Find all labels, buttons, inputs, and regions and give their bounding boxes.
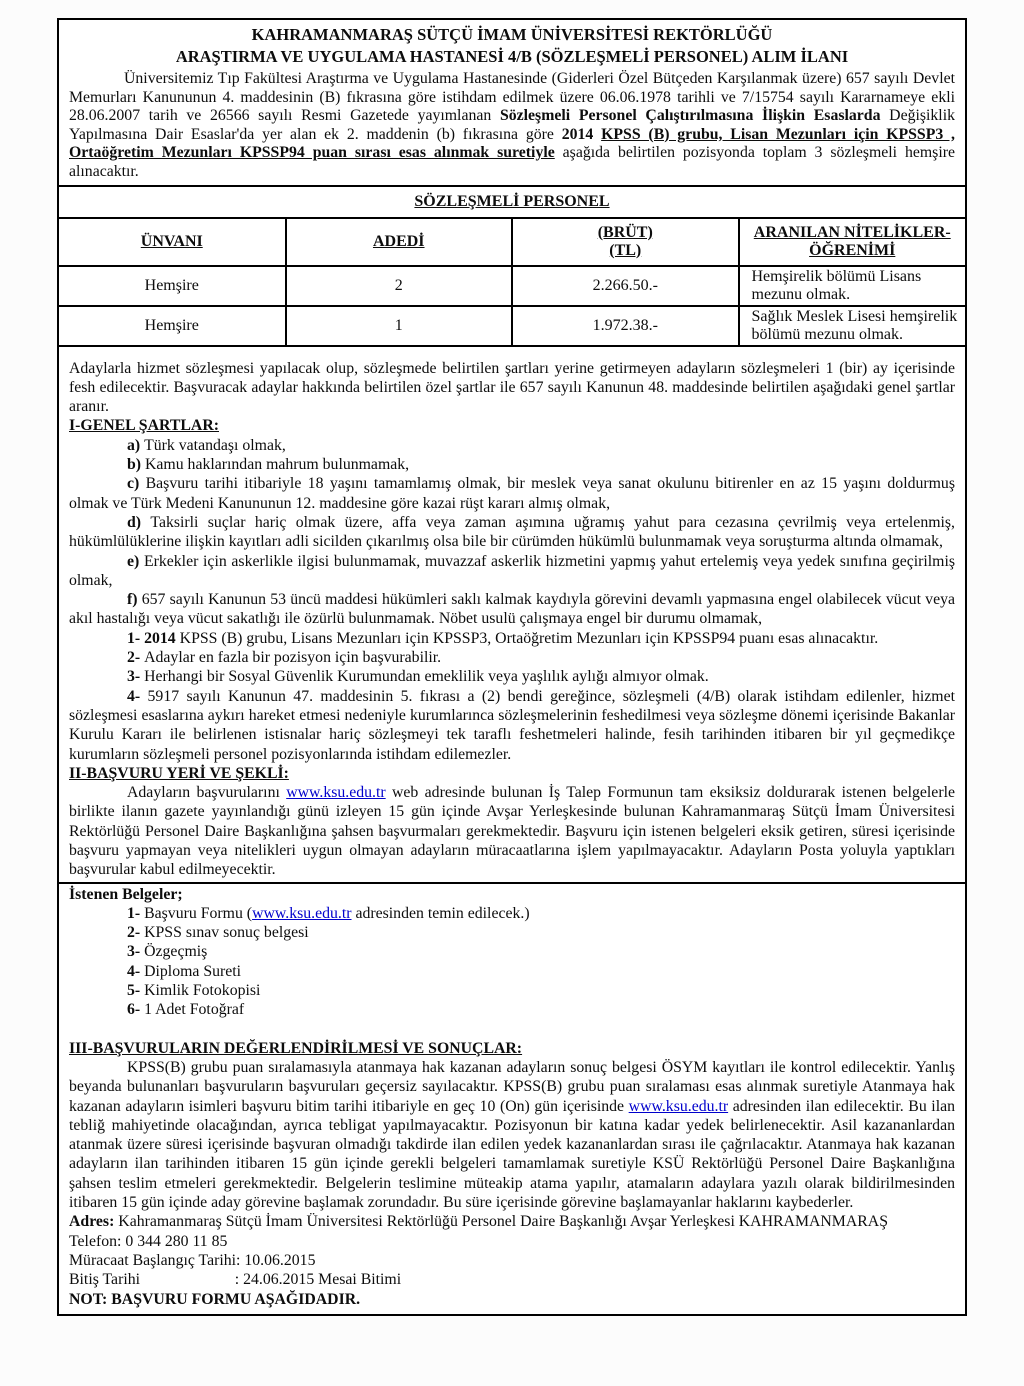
column-header-adedi: ADEDİ (372, 232, 425, 250)
list-item (69, 667, 955, 686)
list-item (69, 552, 955, 591)
document-body (59, 347, 965, 1314)
header-cell-gross (512, 218, 739, 266)
section-heading (69, 1039, 955, 1058)
text-run (140, 1271, 235, 1288)
text-run: Üniversitemiz Tıp Fakültesi Araştırma ve Uygulama Hastanesinde (Giderleri Özel Bütçeden Karşılanmak üzere) 657 sayılı Devlet Memurları Kanununun 4. maddesinin (B) fıkrasına göre istihdam edilmek üzere 06.06.1978 tarihli ve 7/15754 sayılı Kararnameye ekli 28.06.2007 tarih ve 26566 sayılı Resmi Gazetede yayımlanan (69, 70, 955, 125)
paragraph (69, 359, 955, 417)
cell-count: 2 (286, 266, 513, 306)
text-run: 4- (127, 962, 145, 980)
text-run: 4- (127, 687, 148, 705)
paragraph (69, 1290, 955, 1309)
list-item (69, 783, 955, 879)
list-item (69, 962, 955, 981)
list-item (69, 648, 955, 667)
text-run: Sözleşmeli Personel Çalıştırılmasına İlişkin Esaslarda (499, 107, 881, 125)
text-run: Kimlik Fotokopisi (144, 982, 261, 1000)
text-run: 3- (127, 943, 145, 961)
text-run: adresinden ilan edilecektir. Bu ilan tebliğ mahiyetinde olacağından, ayrıca tebligat yapılmayacaktır. Pozisyonun bir katına kadar yedek belirlenecektir. Asil kazananlardan atanmak üzere süresi içerisinde başvuran olmadığı takdirde ilan edilen yedek kazananlardan sırası ile çağrılacaktır. Atanmaya hak kazanan adayların ilan tarihinden itibaren 15 gün içinde gerekli belgeleri tamamlamak suretiyle KSÜ Rektörlüğü Personel Daire Başkanlığına şahsen teslim etmeleri gerekmektedir. Belgelerin teslimine müteakip atama yapılır, atamaların adaylara yazılı olarak bildirilmesinden itibaren 15 gün içinde aday görevine başlamak zorundadır. Bu süre içerisinde görevine başlamayanlar haklarını kaybederler. (69, 1097, 955, 1212)
text-run: 1- (127, 904, 145, 922)
paragraph (69, 1251, 955, 1270)
text-run: web adresinde bulunan İş Talep Formunun tam eksiksiz doldurarak istenen belgelerle birlikte ilanın gazete yayınlandığı günü izleyen 15 gün içinde Avşar Yerleşkesinde bulunan Kahramanmaraş Sütçü İmam Üniversitesi Rektörlüğü Personel Daire Başkanlığına şahsen başvurmaları gerekmektedir. Başvuru için istenen belgeleri eksik getiren, süresi içerisinde başvuru yapmayan veya nitelikleri uygun olmayan adayların müracaatlarına işlem yapılmayacaktır. Adayların Posta yoluyla yaptıkları başvurular kabul edilmeyecektir. (69, 784, 955, 879)
text-run: Özgeçmiş (144, 943, 208, 961)
cell-gross: 2.266.50.- (512, 266, 739, 306)
column-header-tl: (TL) (609, 241, 642, 259)
text-run: e) (127, 552, 144, 570)
text-run: İstenen Belgeler; (69, 885, 183, 903)
header-cell-title (59, 218, 286, 266)
document-title-line1: KAHRAMANMARAŞ SÜTÇÜ İMAM ÜNİVERSİTESİ REKTÖRLÜĞÜ (251, 25, 773, 44)
paragraph (69, 1232, 955, 1251)
cell-qualification: Hemşirelik bölümü Lisans mezunu olmak. (739, 266, 966, 306)
text-run: Adaylar en fazla bir pozisyon için başvurabilir. (144, 649, 442, 667)
table-header-row (59, 218, 965, 266)
text-run: Kamu haklarından mahrum bulunmamak, (145, 456, 410, 474)
text-run: d) (127, 513, 151, 531)
text-run: Taksirli suçlar hariç olmak üzere, affa veya zaman aşımına uğramış yahut para cezasına çevrilmiş veya ertelenmiş, hükümlülüklerine ilişkin kayıtları adli sicilden çıkarılmış olsa bile bir cürümden hükümlü bulunmamak veya soruşturma altında olmamak, (69, 513, 955, 551)
text-run: b) (127, 456, 145, 474)
text-run: Başvuru tarihi itibariyle 18 yaşını tamamlamış olmak, bir meslek veya sanat okulunu bitirenler en az 15 yaşını doldurmuş olmak ve Türk Medeni Kanununun 12. maddesine göre kazai rüşt kararı almış olmak, (69, 475, 955, 512)
section-heading (69, 764, 955, 783)
text-run: Adres: (69, 1213, 119, 1231)
text-run: 6- (127, 1001, 145, 1019)
document-title-line2: ARAŞTIRMA VE UYGULAMA HASTANESİ 4/B (SÖZLEŞMELİ PERSONEL) ALIM İLANI (175, 47, 849, 66)
text-run: Türk vatandaşı olmak, (144, 436, 286, 454)
text-run: Adaylarla hizmet sözleşmesi yapılacak olup, sözleşmede belirtilen şartları yerine getirmeyen adayların sözleşmeleri 1 (bir) ay içerisinde fesh edilecektir. Başvuracak adaylar hakkında belirtilen özel şartlar ile 657 sayılı Kanunun 48. maddesinde belirtilen aşağıdaki genel şartlar aranır. (69, 359, 955, 416)
text-run: III-BAŞVURULARIN DEĞERLENDİRİLMESİ VE SONUÇLAR: (69, 1039, 523, 1057)
section-heading (69, 885, 955, 904)
text-run: c) (127, 475, 146, 493)
text-run: Diploma Sureti (144, 962, 242, 980)
text-run: 2- (127, 649, 145, 667)
cell-gross: 1.972.38.- (512, 306, 739, 346)
text-run: Adayların başvurularını (127, 784, 287, 802)
list-item (69, 923, 955, 942)
header-cell-qualification (739, 218, 966, 266)
section-divider (59, 882, 965, 884)
text-run: KPSS sınav sonuç belgesi (144, 924, 309, 942)
text-run: 1 Adet Fotoğraf (144, 1001, 245, 1019)
list-item (69, 981, 955, 1000)
text-run: Kahramanmaraş Sütçü İmam Üniversitesi Rektörlüğü Personel Daire Başkanlığı Avşar Yerleşkesi KAHRAMANMARAŞ (118, 1213, 888, 1231)
list-item (69, 1000, 955, 1019)
table-caption-cell (59, 187, 965, 218)
text-run: 5917 sayılı Kanunun 47. maddesinin 5. fıkrası a (2) bendi gereğince, sözleşmeli (4/B) olarak istihdam edilenler, hizmet sözleşmesi esaslarına aykırı hareket etmesi nedeniyle kurumlarınca sözleşmelerinin feshedilmesi veya sözleşme dönemi içerisinde Bakanlar Kurulu Kararı ile belirlenen istisnalar hariç sözleşmeyi tek taraflı feshetmeleri halinde, fesih tarihinden itibaren bir yıl geçmedikçe kurumların sözleşmeli personel pozisyonlarında istihdam edilemezler. (69, 687, 955, 763)
cell-qualification: Sağlık Meslek Lisesi hemşirelik bölümü mezunu olmak. (739, 306, 966, 346)
personnel-table (59, 187, 965, 347)
text-run: Başvuru Formu ( (144, 904, 253, 922)
text-run: KPSS(B) grubu puan sıralamasıyla atanmaya hak kazanan adayların sonuç belgesi ÖSYM kayıtları ile kontrol edilecektir. Yanlış beyanda bulunanları başvuruların başvuruları geçersiz sayılacaktır. KPSS(B) grubu puan sıralaması esas alınmak suretiyle Atanmaya hak kazanan adayların isimleri başvuru bitim tarihi itibariyle en geç 10 (On) gün içerisinde (69, 1058, 955, 1115)
header-cell-count (286, 218, 513, 266)
table-caption: SÖZLEŞMELİ PERSONEL (414, 192, 610, 210)
cell-title: Hemşire (59, 266, 286, 306)
list-item (69, 904, 955, 923)
text-run: KPSS (B) grubu, Lisan Mezunları için KPSSP3 , Ortaöğretim Mezunları KPSSP94 puan sırası esas alınmak suretiyle (69, 125, 955, 162)
text-run: 3- (127, 668, 145, 686)
table-row (59, 306, 965, 346)
text-run: Müracaat Başlangıç Tarihi: 10.06.2015 (69, 1251, 316, 1269)
ksu-website-link[interactable]: www.ksu.edu.tr (286, 784, 386, 802)
list-item (69, 590, 955, 629)
text-run: : 24.06.2015 Mesai Bitimi (234, 1271, 402, 1289)
list-item (69, 1058, 955, 1212)
text-run: Bitiş Tarihi (69, 1271, 141, 1289)
text-run: 657 sayılı Kanunun 53 üncü maddesi hükümleri saklı kalmak kaydıyla görevini devamlı yapmasına engel olabilecek vücut veya akıl hastalığı veya vücut sakatlığı ile özürlü bulunmamak. Nöbet usulü çalışmaya engel bir durumu olmamak, (69, 591, 955, 628)
list-item (69, 455, 955, 474)
list-item (69, 474, 955, 513)
ksu-website-link[interactable]: www.ksu.edu.tr (628, 1097, 729, 1115)
spacer (69, 1020, 955, 1039)
column-header-nitelikler: ARANILAN NİTELİKLER- ÖĞRENİMİ (753, 223, 951, 259)
list-item (69, 687, 955, 764)
intro-paragraph (69, 70, 955, 182)
table-caption-row (59, 187, 965, 218)
text-run: Değişiklik Yapılmasına Dair Esaslar'da yer alan ek 2. maddenin (b) fıkrasına göre (69, 107, 955, 143)
text-run: Telefon: 0 344 280 11 85 (69, 1232, 228, 1250)
text-run: adresinden temin edilecek.) (351, 904, 530, 922)
paragraph (69, 1270, 955, 1289)
text-run: aşağıda belirtilen pozisyonda toplam 3 sözleşmeli hemşire alınacaktır. (69, 144, 955, 180)
table-row (59, 266, 965, 306)
text-run: 5- (127, 982, 145, 1000)
text-run: NOT: BAŞVURU FORMU AŞAĞIDADIR. (69, 1290, 361, 1308)
column-header-unvani: ÜNVANI (140, 232, 203, 250)
text-run: Erkekler için askerlikle ilgisi bulunmamak, muvazzaf askerlik hizmetini yapmış yahut ertelemiş veya yedek sınıfına geçirilmiş olmak, (69, 552, 955, 589)
text-run: KPSS (B) grubu, Lisans Mezunları için KPSSP3, Ortaöğretim Mezunları için KPSSP94 puanı esas alınacaktır. (179, 629, 879, 647)
list-item (69, 629, 955, 648)
text-run: 1- 2014 (127, 629, 180, 647)
text-run: 2014 (561, 125, 602, 143)
cell-title: Hemşire (59, 306, 286, 346)
text-run: 2- (127, 924, 145, 942)
list-item (69, 942, 955, 961)
text-run: I-GENEL ŞARTLAR: (69, 417, 219, 435)
text-run: II-BAŞVURU YERİ VE ŞEKLİ: (69, 764, 289, 782)
document-header (59, 20, 965, 187)
column-header-brut: (BRÜT) (597, 223, 653, 241)
list-item (69, 513, 955, 552)
text-run: f) (127, 591, 142, 609)
paragraph (69, 1212, 955, 1231)
announcement-document (57, 18, 967, 1316)
section-heading (69, 416, 955, 435)
list-item (69, 436, 955, 455)
text-run: Herhangi bir Sosyal Güvenlik Kurumundan emeklilik veya yaşlılık aylığı almıyor olmak. (144, 668, 709, 686)
text-run: a) (127, 436, 145, 454)
ksu-website-link[interactable]: www.ksu.edu.tr (252, 904, 352, 922)
cell-count: 1 (286, 306, 513, 346)
